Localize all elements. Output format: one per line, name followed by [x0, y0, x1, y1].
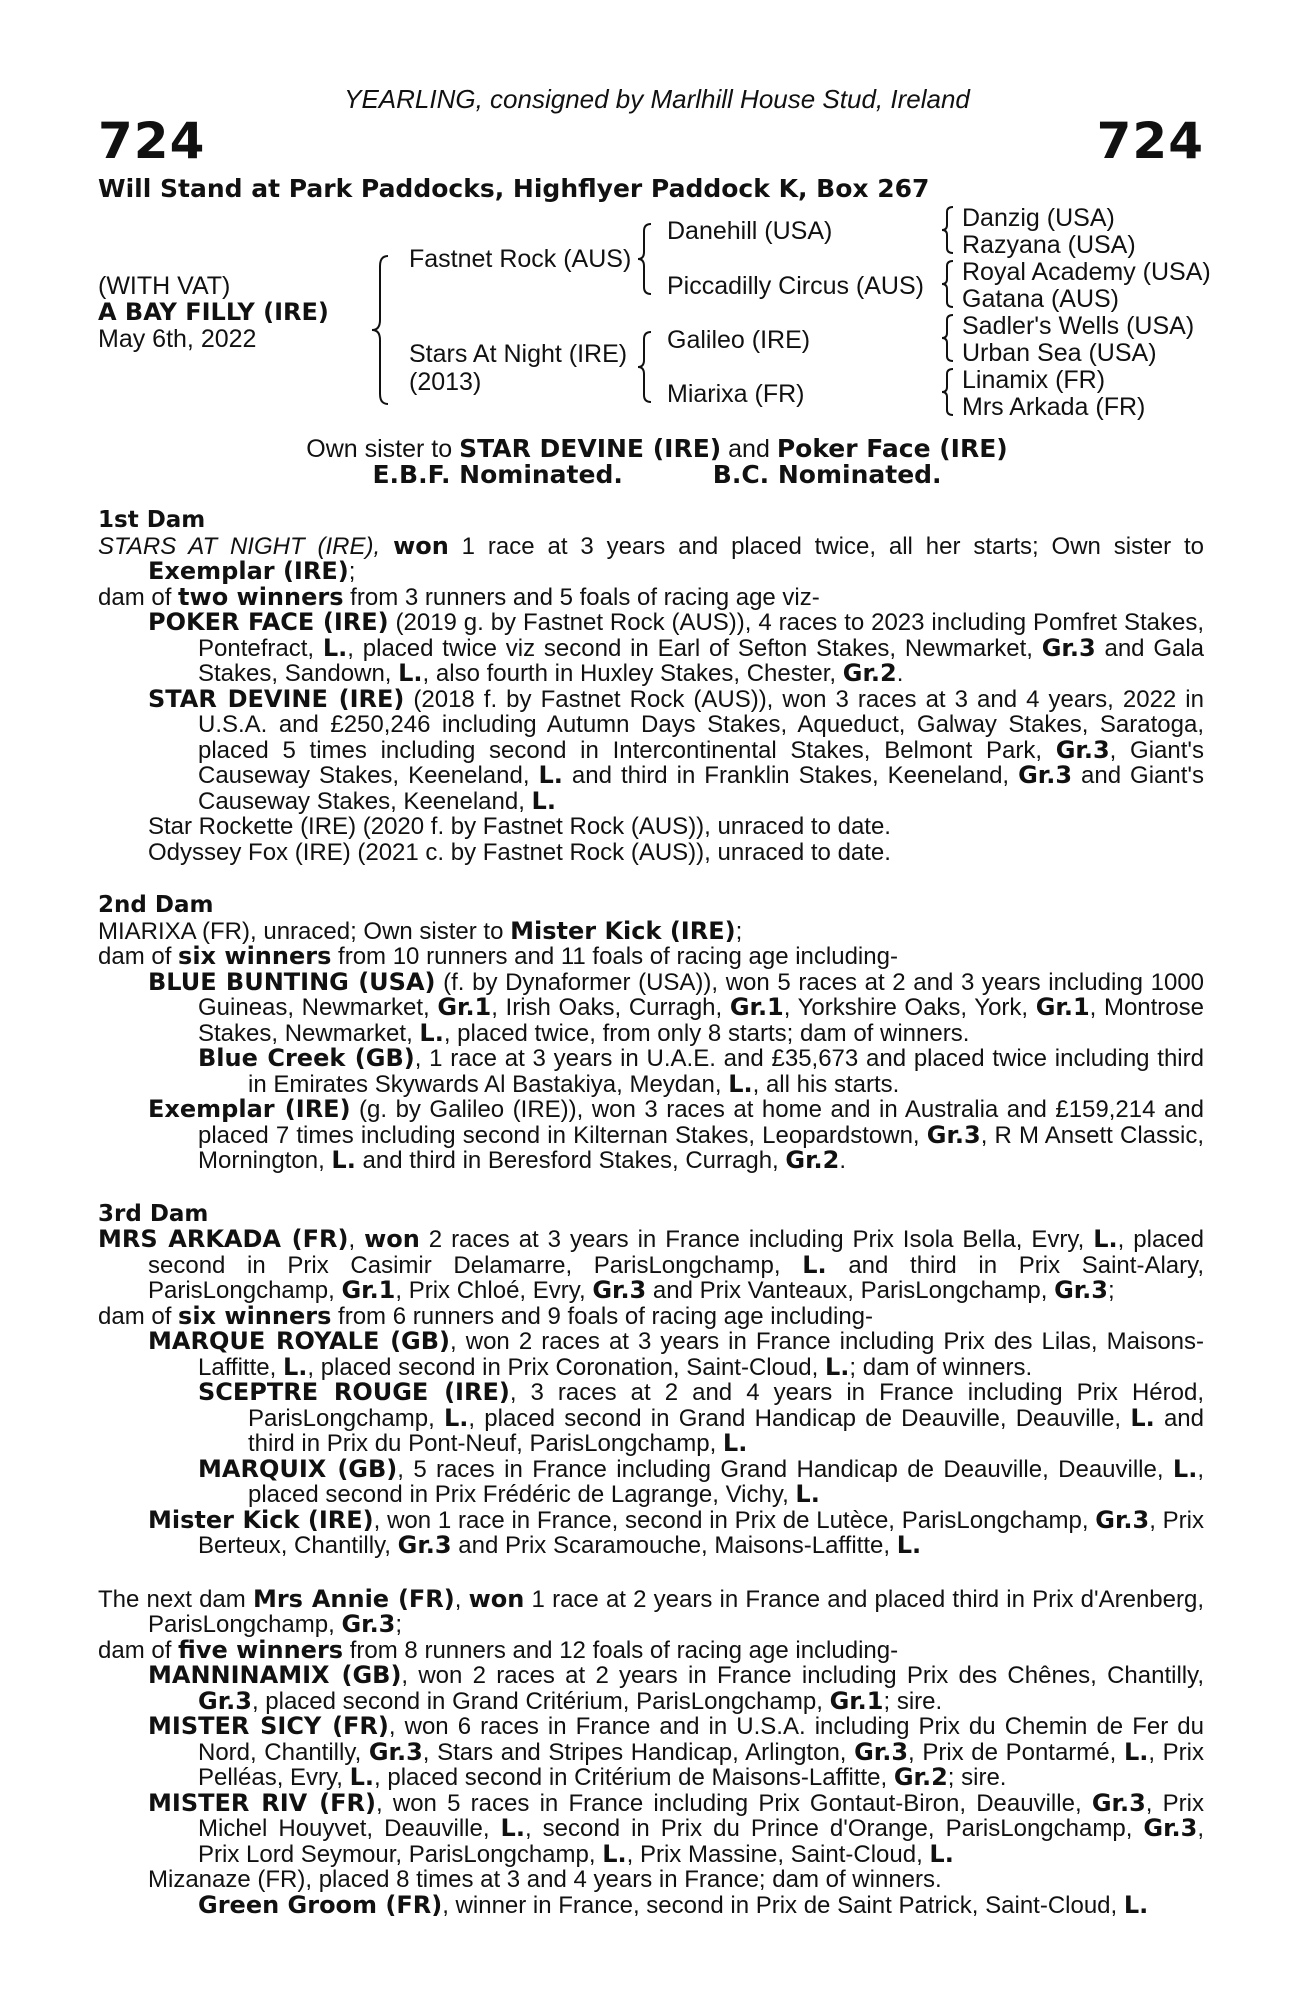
pedigree-entry: Mister Kick (IRE), won 1 race in France, second in Prix de Lutèce, ParisLongchamp, Gr.3, Prix Berteux, Chantilly, Gr.3 and Prix Scaramouche, Maisons-Laffitte, L.	[148, 1505, 1204, 1559]
pedigree-entry: MISTER SICY (FR), won 6 races in France and in U.S.A. including Prix du Chemin de Fer du Nord, Chantilly, Gr.3, Stars and Stripes Handicap, Arlington, Gr.3, Prix de Pontarmé, L., Prix Pelléas, Evry, L., placed second in Critérium de Maisons-Laffitte, Gr.2; sire.	[148, 1712, 1204, 1791]
stabling-location: Will Stand at Park Paddocks, Highflyer Paddock K, Box 267	[98, 174, 930, 203]
sire-sire-name: Danehill (USA)	[667, 217, 833, 245]
pedigree-entry: dam of six winners from 6 runners and 9 foals of racing age including-	[98, 1301, 874, 1330]
foaling-date: May 6th, 2022	[98, 325, 257, 353]
dam-section	[98, 893, 1204, 1174]
pedigree-entry: MIARIXA (FR), unraced; Own sister to Mister Kick (IRE);	[98, 916, 743, 945]
pedigree-entry: The next dam Mrs Annie (FR), won 1 race at 2 years in France and placed third in Prix d'Arenberg, ParisLongchamp, Gr.3;	[98, 1584, 1204, 1638]
pedigree-entry: Blue Creek (GB), 1 race at 3 years in U.A.E. and £35,673 and placed twice including third in Emirates Skywards Al Bastakiya, Meydan, L., all his starts.	[198, 1044, 1204, 1098]
pedigree-entry: MANNINAMIX (GB), won 2 races at 2 years in France including Prix des Chênes, Chantilly, Gr.3, placed second in Grand Critérium, ParisLongchamp, Gr.1; sire.	[148, 1661, 1205, 1715]
family-sections	[98, 508, 1204, 1918]
grandparent-1: Danzig (USA)	[962, 204, 1115, 232]
dam-year: (2013)	[409, 368, 482, 396]
sire-name: Fastnet Rock (AUS)	[409, 245, 632, 273]
lot-number-right: 724	[1096, 112, 1204, 170]
dam-dam-name: Miarixa (FR)	[667, 380, 805, 408]
dam-section	[98, 508, 1204, 865]
sibling-name-1: STAR DEVINE (IRE)	[459, 434, 722, 463]
pedigree-brace-sire	[636, 222, 654, 296]
section-heading: 3rd Dam	[98, 1200, 209, 1227]
pedigree-entry: MRS ARKADA (FR), won 2 races at 3 years in France including Prix Isola Bella, Evry, L., placed second in Prix Casimir Delamarre, ParisLongchamp, L. and third in Prix Saint-Alary, ParisLongchamp, Gr.1, Prix Chloé, Evry, Gr.3 and Prix Vanteaux, ParisLongchamp, Gr.3;	[98, 1225, 1205, 1304]
pedigree-brace-dam	[636, 330, 654, 404]
grandparent-6: Urban Sea (USA)	[962, 339, 1157, 367]
consignor-line: YEARLING, consigned by Marlhill House Stud, Ireland	[344, 84, 970, 114]
grandparent-7: Linamix (FR)	[962, 366, 1106, 394]
pedigree-entry: Odyssey Fox (IRE) (2021 c. by Fastnet Rock (AUS)), unraced to date.	[148, 838, 891, 866]
pedigree-entry: Star Rockette (IRE) (2020 f. by Fastnet Rock (AUS)), unraced to date.	[148, 813, 891, 840]
ebf-nomination: E.B.F. Nominated.	[372, 460, 623, 489]
pedigree-brace-g4	[940, 367, 956, 417]
own-sister-prefix: Own sister to	[306, 435, 453, 463]
pedigree-entry: dam of six winners from 10 runners and 11 foals of racing age including-	[98, 942, 898, 970]
pedigree-entry: dam of two winners from 3 runners and 5 foals of racing age viz-	[98, 582, 820, 611]
pedigree-brace-g3	[940, 313, 956, 363]
conjunction: and	[728, 435, 770, 463]
pedigree-entry: MISTER RIV (FR), won 5 races in France including Prix Gontaut-Biron, Deauville, Gr.3, Prix Michel Houyvet, Deauville, L., second in Prix du Prince d'Orange, ParisLongchamp, Gr.3, Prix Lord Seymour, ParisLongchamp, L., Prix Massine, Saint-Cloud, L.	[148, 1788, 1205, 1868]
section-heading: 2nd Dam	[98, 892, 214, 918]
vat-note: (WITH VAT)	[98, 272, 231, 300]
grandparent-8: Mrs Arkada (FR)	[962, 393, 1146, 421]
pedigree-entry: Green Groom (FR), winner in France, second in Prix de Saint Patrick, Saint-Cloud, L.	[198, 1890, 1149, 1919]
nomination-line	[0, 460, 1314, 490]
pedigree-entry: SCEPTRE ROUGE (IRE), 3 races at 2 and 4 years in France including Prix Hérod, ParisLongchamp, L., placed second in Grand Handicap de Deauville, Deauville, L. and third in Prix du Pont-Neuf, ParisLongchamp, L.	[198, 1378, 1205, 1457]
dam-name: Stars At Night (IRE)	[409, 340, 628, 368]
dam-section	[98, 1202, 1204, 1559]
pedigree-entry: Mizanaze (FR), placed 8 times at 3 and 4 years in France; dam of winners.	[148, 1866, 942, 1893]
pedigree-entry: MARQUE ROYALE (GB), won 2 races at 3 years in France including Prix des Lilas, Maisons-Laffitte, L., placed second in Prix Coronation, Saint-Cloud, L.; dam of winners.	[148, 1327, 1205, 1381]
pedigree-entry: STAR DEVINE (IRE) (2018 f. by Fastnet Rock (AUS)), won 3 races at 3 and 4 years, 2022 in U.S.A. and £250,246 including Autumn Days Stakes, Aqueduct, Galway Stakes, Saratoga, placed 5 times including second in Intercontinental Stakes, Belmont Park, Gr.3, Giant's Causeway Stakes, Keeneland, L. and third in Franklin Stakes, Keeneland, Gr.3 and Giant's Causeway Stakes, Keeneland, L.	[148, 684, 1204, 815]
lot-horse-name: A BAY FILLY (IRE)	[98, 298, 329, 326]
pedigree-entry: MARQUIX (GB), 5 races in France including Grand Handicap de Deauville, Deauville, L., placed second in Prix Frédéric de Lagrange, Vichy, L.	[198, 1454, 1204, 1508]
pedigree-brace-g2	[940, 259, 956, 309]
pedigree-entry: STARS AT NIGHT (IRE), won 1 race at 3 years and placed twice, all her starts; Own sister to Exemplar (IRE);	[98, 531, 1205, 585]
lot-number-left: 724	[98, 112, 206, 170]
grandparent-3: Royal Academy (USA)	[962, 258, 1211, 286]
pedigree-brace-main	[370, 254, 392, 406]
grandparent-2: Razyana (USA)	[962, 231, 1136, 259]
pedigree-entry: BLUE BUNTING (USA) (f. by Dynaformer (USA)), won 5 races at 2 and 3 years including 1000 Guineas, Newmarket, Gr.1, Irish Oaks, Curragh, Gr.1, Yorkshire Oaks, York, Gr.1, Montrose Stakes, Newmarket, L., placed twice, from only 8 starts; dam of winners.	[148, 967, 1205, 1047]
dam-sire-name: Galileo (IRE)	[667, 326, 811, 354]
sire-dam-name: Piccadilly Circus (AUS)	[667, 272, 924, 300]
section-heading: 1st Dam	[98, 507, 206, 533]
pedigree-brace-g1	[940, 205, 956, 255]
bc-nomination: B.C. Nominated.	[712, 460, 942, 489]
grandparent-5: Sadler's Wells (USA)	[962, 312, 1195, 340]
pedigree-entry: Exemplar (IRE) (g. by Galileo (IRE)), won 3 races at home and in Australia and £159,214 and placed 7 times including second in Kilternan Stakes, Leopardstown, Gr.3, R M Ansett Classic, Mornington, L. and third in Beresford Stakes, Curragh, Gr.2.	[148, 1095, 1204, 1174]
sibling-name-2: Poker Face (IRE)	[776, 434, 1008, 463]
pedigree-entry: dam of five winners from 8 runners and 12 foals of racing age including-	[98, 1635, 899, 1664]
pedigree-entry: POKER FACE (IRE) (2019 g. by Fastnet Rock (AUS)), 4 races to 2023 including Pomfret Stakes, Pontefract, L., placed twice viz second in Earl of Sefton Stakes, Newmarket, Gr.3 and Gala Stakes, Sandown, L., also fourth in Huxley Stakes, Chester, Gr.2.	[148, 608, 1205, 687]
dam-section	[98, 1584, 1205, 1919]
grandparent-4: Gatana (AUS)	[962, 285, 1120, 313]
